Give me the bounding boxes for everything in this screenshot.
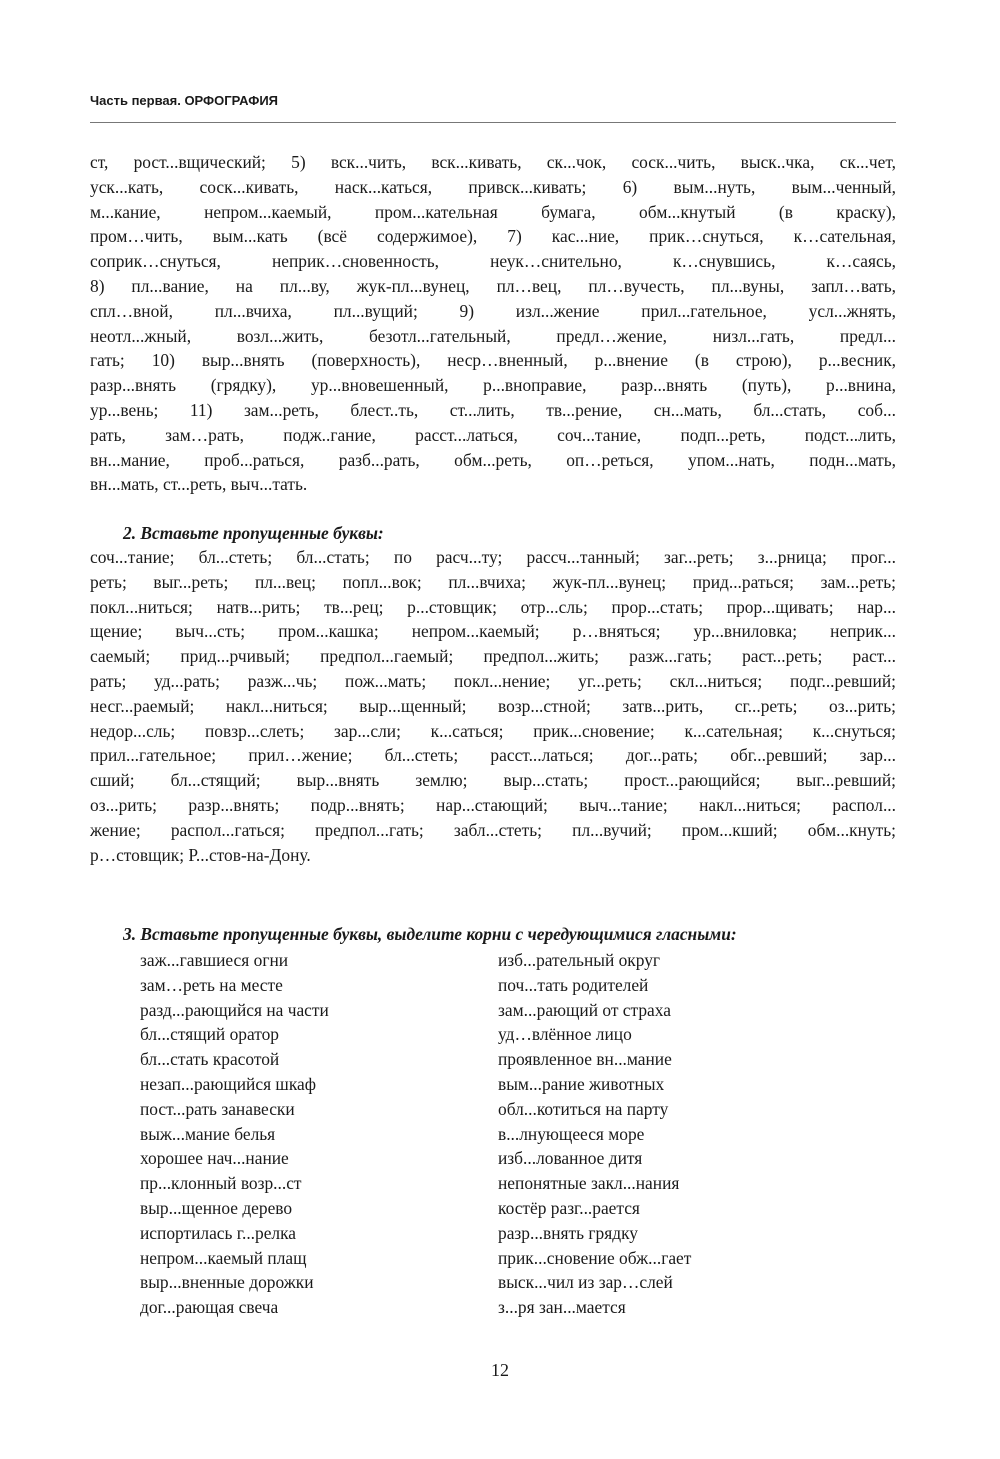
task1-text-line: ур...вень; 11) зам...реть, блест..ть, ст...лить, тв...рение, сн...мать, бл...стать, соб... [90, 399, 896, 420]
task2-text-line: оз...рить; разр...внять; подр...внять; нар...стающий; выч...тание; накл...ниться; распол... [90, 794, 896, 815]
task1-text-line: 8) пл...вание, на пл...ву, жук-пл...вунец, пл…вец, пл…вучесть, пл...вуны, запл…вать, [90, 275, 896, 296]
task2-text-line: прил...гательное; прил…жение; бл...стеть; расст...латься; дог...рать; обг...ревший; зар... [90, 745, 896, 766]
task1-text-line: соприк…снуться, неприк…сновенность, неук…снительно, к…снувшись, к…саясь, [90, 251, 896, 272]
task1-text-line: м...кание, непром...каемый, пром...кательная бумага, обм...кнутый (в краску), [90, 201, 896, 222]
task1-text-line: разр...внять (грядку), ур...вновешенный, р...вноправие, разр...внять (путь), р...внина, [90, 375, 896, 396]
exercise-phrase: поч...тать родителей [498, 974, 649, 995]
exercise-phrase: разд...рающийся на части [140, 999, 329, 1020]
exercise-phrase: в...лнующееся море [498, 1123, 645, 1144]
exercise-phrase: вым...рание животных [498, 1073, 665, 1094]
exercise-phrase: выр...щенное дерево [140, 1197, 293, 1218]
task1-text-line: рать, зам…рать, подж..гание, расст...латься, соч...тание, подп...реть, подст...лить, [90, 424, 896, 445]
exercise-phrase: костёр разг...рается [498, 1197, 640, 1218]
exercise-phrase: испортилась г...релка [140, 1222, 297, 1243]
task2-text-line: р…стовщик; Р...стов-на-Дону. [90, 844, 311, 865]
task2-text-line: недор...сль; повзр...слеть; зар...сли; к...саться; прик...сновение; к...сательная; к...снуться; [90, 720, 896, 741]
task3-left-column [140, 948, 329, 1320]
task1-text-line: пром…чить, вым...кать (всё содержимое), 7) кас...ние, прик…снуться, к…сательная, [90, 226, 896, 247]
exercise-phrase: заж...гавшиеся огни [140, 950, 289, 970]
exercise-phrase: незап...рающийся шкаф [140, 1073, 316, 1094]
exercise-phrase: бл...стящий оратор [140, 1024, 279, 1045]
exercise-phrase: бл...стать красотой [140, 1049, 280, 1070]
exercise-phrase: выж...мание белья [140, 1123, 276, 1144]
exercise-phrase: обл...котиться на парту [498, 1098, 669, 1119]
task1-text [90, 150, 896, 497]
exercise-phrase: разр...внять грядку [498, 1222, 638, 1243]
task2-text-line: реть; выг...реть; пл...вец; попл...вок; пл...вчиха; жук-пл...вунец; прид...раться; зам...реть; [90, 571, 896, 592]
exercise-phrase: дог...рающая свеча [140, 1297, 279, 1318]
task2-text-line: щение; выч...сть; пром...кашка; непром...каемый; р…вняться; ур...вниловка; неприк... [90, 621, 896, 642]
task3-right-column [498, 948, 691, 1320]
exercise-phrase: зам…реть на месте [140, 974, 283, 995]
task1-text-line: гать; 10) выр...внять (поверхность), неср…вненный, р...внение (в строю), р...весник, [90, 350, 896, 371]
exercise-phrase: пр...клонный возр...ст [140, 1173, 302, 1194]
task1-text-line: неотл...жный, возл...жить, безотл...гательный, предл…жение, низл...гать, предл... [90, 325, 896, 346]
running-header: Часть первая. ОРФОГРАФИЯ [90, 93, 279, 108]
exercise-phrase: непром...каемый плащ [140, 1247, 307, 1268]
task2-text-line: жение; распол...гаться; предпол...гать; забл...стеть; пл...вучий; пром...кший; обм...кнуть; [90, 819, 896, 840]
task2-text-line: саемый; прид...рчивый; предпол...гаемый; предпол...жить; разж...гать; раст...реть; раст... [90, 646, 896, 667]
exercise-phrase: проявленное вн...мание [498, 1049, 672, 1070]
header-rule [90, 122, 896, 123]
task1-text-line: вн...мать, ст...реть, выч...тать. [90, 474, 308, 495]
task2-text-line: покл...ниться; натв...рить; тв...рец; р...стовщик; отр...сль; прор...стать; прор...щивать; нар... [90, 596, 896, 617]
task2-text-line: рать; уд...рать; разж...чь; пож...мать; покл...нение; уг...реть; скл...ниться; подг...ревший; [90, 670, 896, 691]
exercise-phrase: хорошее нач...нание [140, 1148, 289, 1169]
exercise-phrase: пост...рать занавески [140, 1098, 295, 1119]
task2-text-line: соч...тание; бл...стеть; бл...стать; по расч...ту; рассч...танный; заг...реть; з...рница; прог... [90, 547, 896, 567]
exercise-phrase: выск...чил из зар…слей [498, 1272, 673, 1293]
task3-title: 3. Вставьте пропущенные буквы, выделите корни с чередующимися гласными: [123, 924, 737, 944]
exercise-phrase: выр...вненные дорожки [140, 1272, 314, 1293]
exercise-phrase: изб...лованное дитя [498, 1148, 643, 1169]
task2-title: 2. Вставьте пропущенные буквы: [123, 523, 384, 543]
exercise-phrase: изб...рательный округ [498, 950, 661, 970]
task1-text-line: вн...мание, проб...раться, разб...рать, обм...реть, оп…реться, упом...нать, подн...мать, [90, 449, 896, 470]
exercise-phrase: зам...рающий от страха [498, 999, 671, 1020]
exercise-phrase: уд…влённое лицо [498, 1024, 632, 1045]
task1-text-line: уск...кать, соск...кивать, наск...каться, привск...кивать; 6) вым...нуть, вым...ченный, [90, 176, 896, 197]
exercise-phrase: прик...сновение обж...гает [498, 1247, 692, 1268]
page-number: 12 [491, 1360, 509, 1380]
exercise-phrase: непонятные закл...нания [498, 1173, 680, 1194]
exercise-phrase: з...ря зан...мается [498, 1297, 626, 1318]
task2-text-line: сший; бл...стящий; выр...внять землю; выр...стать; прост...рающийся; выг...ревший; [90, 770, 896, 791]
task1-text-line: спл…вной, пл...вчиха, пл...вущий; 9) изл...жение прил...гательное, усл...жнять, [90, 300, 896, 321]
task2-text-line: несг...раемый; накл...ниться; выр...щенный; возр...стной; затв...рить, сг...реть; оз...рить; [90, 695, 896, 716]
task2-text [90, 545, 896, 867]
task1-text-line: ст, рост...вщический; 5) вск...чить, вск...кивать, ск...чок, соск...чить, выск..чка, ск...чет, [90, 152, 896, 172]
